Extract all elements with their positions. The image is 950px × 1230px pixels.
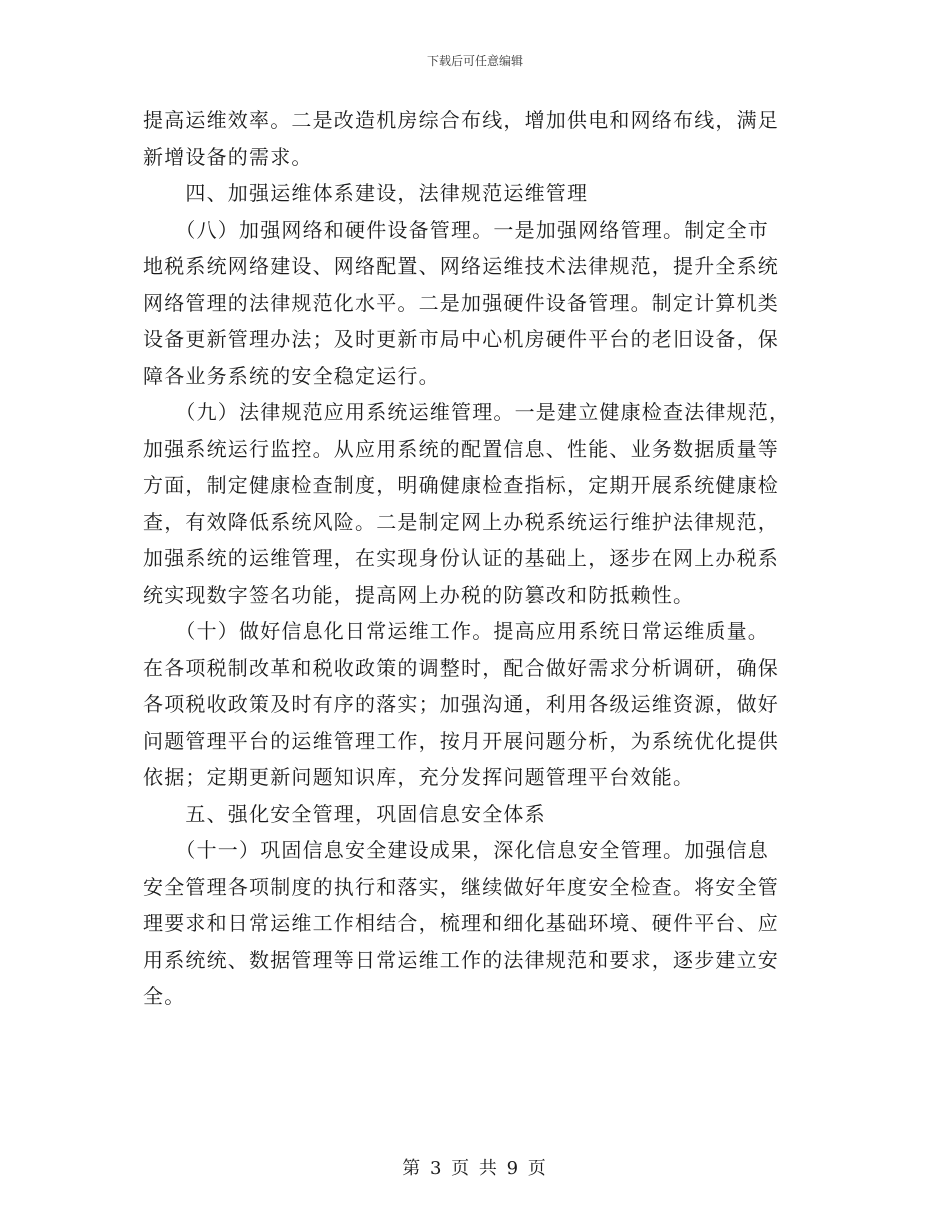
- text-line: 障各业务系统的安全稳定运行。: [143, 363, 440, 388]
- text-line: 依据；定期更新问题知识库，充分发挥问题管理平台效能。: [143, 765, 695, 789]
- text-line: 新增设备的需求。: [143, 144, 313, 169]
- page-header: 下载后可任意编辑: [426, 54, 523, 68]
- text-line: 加强系统的运维管理，在实现身份认证的基础上，逐步在网上办税系: [143, 546, 779, 570]
- text-line: 全。: [143, 984, 186, 1008]
- text-line: 各项税收政策及时有序的落实；加强沟通，利用各级运维资源，做好: [143, 692, 779, 716]
- text-line: 设备更新管理办法；及时更新市局中心机房硬件平台的老旧设备，保: [143, 327, 779, 351]
- section-heading: 五、强化安全管理，巩固信息安全体系: [143, 801, 546, 826]
- text-line: 提高运维效率。二是改造机房综合布线，增加供电和网络布线，满足: [143, 108, 779, 132]
- text-line: 问题管理平台的运维管理工作，按月开展问题分析，为系统优化提供: [143, 728, 779, 753]
- text-line: 理要求和日常运维工作相结合，梳理和细化基础环境、硬件平台、应: [143, 911, 779, 935]
- text-line: （九）法律规范应用系统运维管理。一是建立健康检查法律规范，: [143, 400, 791, 424]
- text-line: 加强系统运行监控。从应用系统的配置信息、性能、业务数据质量等: [143, 436, 779, 461]
- text-line: 网络管理的法律规范化水平。二是加强硬件设备管理。制定计算机类: [143, 290, 779, 315]
- text-line: （八）加强网络和硬件设备管理。一是加强网络管理。制定全市: [143, 217, 769, 242]
- text-line: 查，有效降低系统风险。二是制定网上办税系统运行维护法律规范，: [143, 509, 779, 534]
- page-number: 第 3 页 共 9 页: [402, 1158, 548, 1179]
- document-body: [143, 102, 813, 1015]
- text-line: 方面，制定健康检查制度，明确健康检查指标，定期开展系统健康检: [143, 473, 779, 497]
- text-line: （十一）巩固信息安全建设成果，深化信息安全管理。加强信息: [143, 838, 769, 862]
- text-line: 用系统统、数据管理等日常运维工作的法律规范和要求，逐步建立安: [143, 947, 779, 972]
- text-line: 地税系统网络建设、网络配置、网络运维技术法律规范，提升全系统: [143, 254, 779, 278]
- section-heading: 四、加强运维体系建设，法律规范运维管理: [143, 181, 589, 205]
- text-line: 统实现数字签名功能，提高网上办税的防篡改和防抵赖性。: [143, 582, 695, 607]
- text-line: （十）做好信息化日常运维工作。提高应用系统日常运维质量。: [143, 619, 769, 643]
- text-line: 安全管理各项制度的执行和落实，继续做好年度安全检查。将安全管: [143, 874, 779, 899]
- text-line: 在各项税制改革和税收政策的调整时，配合做好需求分析调研，确保: [143, 655, 779, 680]
